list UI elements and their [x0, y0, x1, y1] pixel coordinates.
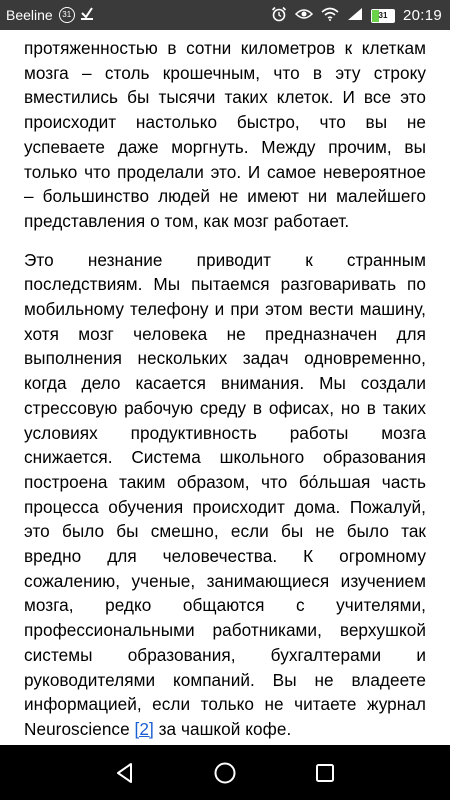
home-circle-icon [213, 761, 237, 785]
article-view[interactable] [0, 30, 450, 745]
carrier-name: Beeline [6, 6, 53, 23]
article-body [0, 30, 450, 780]
status-bar [0, 0, 450, 30]
wifi-icon [321, 7, 339, 24]
recent-square-icon [315, 763, 335, 783]
download-done-icon [81, 6, 93, 23]
navigation-bar [0, 745, 450, 800]
alarm-icon [271, 6, 287, 25]
battery-level: 31 [378, 10, 388, 20]
signal-icon [347, 7, 363, 24]
back-triangle-icon [114, 762, 136, 784]
paragraph-2 [24, 248, 426, 742]
reference-link[interactable]: [2] [134, 718, 154, 739]
paragraph-2-text: Это незнание приводит к странным последствиям. Мы пытаемся разговаривать по мобильному телефону и при этом вести машину, хотя мозг человека не предназначен для выполнения нескольких задач одновременно, когда дело касается внимания. Мы создали стрессовую рабочую среду в офисах, но в таких условиях продуктивность работы мозга снижается. Система школьного образования построена таким образом, что бо́льшая часть процесса обучения происходит дома. Пожалуй, это было бы смешно, если бы не было так вредно для человечества. К огромному сожалению, ученые, занимающиеся изучением мозга, редко общаются с учителями, профессиональными работниками, верхушкой системы образования, бухгалтерами и руководителями компаний. Вы не владеете информацией, если только не читаете журнал Neuroscience [24, 249, 426, 739]
paragraph-2-tail: за чашкой кофе. [153, 718, 292, 739]
home-button[interactable] [195, 745, 255, 800]
battery-icon [371, 9, 395, 23]
clock-time: 20:19 [402, 7, 442, 24]
sim-badge: 31 [59, 7, 75, 23]
back-button[interactable] [95, 745, 155, 800]
recent-apps-button[interactable] [295, 745, 355, 800]
eye-icon [295, 7, 313, 24]
paragraph-1: протяженностью в сотни километров к клеткам мозга – столь крошечным, что в эту строку вместились бы тысячи таких клеток. И все это происходит настолько быстро, что вы не успеваете даже моргнуть. Между прочим, вы только что проделали это. И самое невероятное – большинство людей не имеют ни малейшего представления о том, как мозг работает. [24, 38, 426, 231]
